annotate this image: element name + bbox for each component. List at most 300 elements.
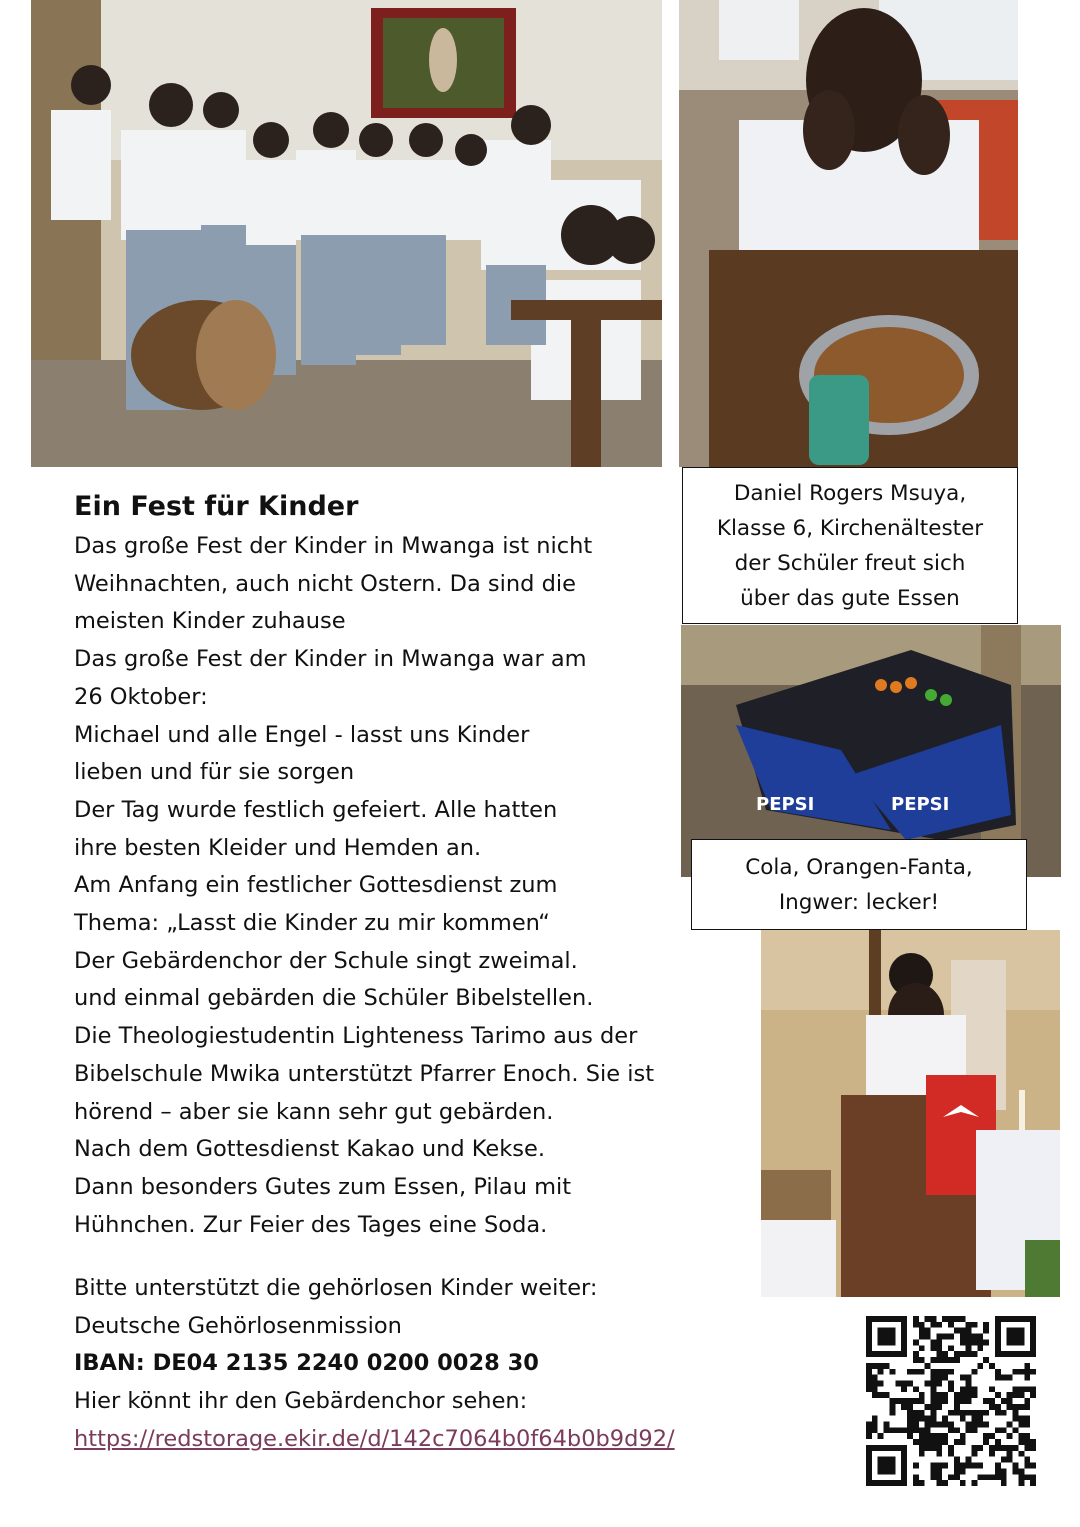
qr-module xyxy=(907,1416,913,1422)
qr-module xyxy=(1013,1328,1019,1334)
qr-module xyxy=(1018,1439,1024,1445)
qr-module xyxy=(972,1480,978,1486)
qr-module xyxy=(866,1433,872,1439)
qr-module xyxy=(966,1398,972,1404)
qr-module xyxy=(960,1339,966,1345)
qr-module xyxy=(989,1404,995,1410)
qr-module xyxy=(989,1386,995,1392)
qr-module xyxy=(972,1392,978,1398)
qr-module xyxy=(1024,1433,1030,1439)
qr-module xyxy=(948,1445,954,1451)
qr-module xyxy=(1030,1445,1036,1451)
qr-module xyxy=(930,1369,936,1375)
article-title: Ein Fest für Kinder xyxy=(74,491,359,522)
qr-module xyxy=(1018,1386,1024,1392)
article-line: Thema: „Lasst die Kinder zu mir kommen“ xyxy=(74,910,550,937)
qr-module xyxy=(1018,1474,1024,1480)
qr-module xyxy=(942,1375,948,1381)
qr-module xyxy=(936,1433,942,1439)
qr-module xyxy=(1030,1474,1036,1480)
qr-module xyxy=(1013,1410,1019,1416)
qr-module xyxy=(972,1386,978,1392)
qr-module xyxy=(954,1351,960,1357)
qr-module xyxy=(872,1380,878,1386)
qr-module xyxy=(866,1422,872,1428)
qr-module xyxy=(901,1398,907,1404)
qr-module xyxy=(889,1334,895,1340)
qr-module xyxy=(1001,1445,1007,1451)
qr-module xyxy=(872,1427,878,1433)
qr-module xyxy=(1018,1369,1024,1375)
qr-module xyxy=(866,1369,872,1375)
qr-module xyxy=(1018,1422,1024,1428)
qr-module xyxy=(907,1398,913,1404)
qr-module xyxy=(989,1474,995,1480)
qr-module xyxy=(1024,1416,1030,1422)
qr-module xyxy=(878,1433,884,1439)
qr-module xyxy=(884,1427,890,1433)
qr-module xyxy=(989,1451,995,1457)
qr-module xyxy=(872,1363,878,1369)
qr-module xyxy=(907,1369,913,1375)
qr-module xyxy=(983,1339,989,1345)
qr-module xyxy=(901,1463,907,1469)
qr-module xyxy=(936,1392,942,1398)
qr-module xyxy=(925,1445,931,1451)
qr-module xyxy=(866,1380,872,1386)
qr-module xyxy=(884,1316,890,1322)
qr-module xyxy=(977,1422,983,1428)
qr-module xyxy=(942,1357,948,1363)
qr-module xyxy=(1018,1468,1024,1474)
qr-module xyxy=(936,1398,942,1404)
qr-module xyxy=(995,1322,1001,1328)
qr-module xyxy=(1013,1404,1019,1410)
qr-module xyxy=(889,1398,895,1404)
qr-module xyxy=(866,1445,872,1451)
video-link[interactable]: https://redstorage.ekir.de/d/142c7064b0f64b0b9d92/ xyxy=(74,1425,675,1452)
qr-module xyxy=(972,1351,978,1357)
qr-module xyxy=(1018,1328,1024,1334)
qr-module xyxy=(930,1392,936,1398)
qr-module xyxy=(878,1316,884,1322)
qr-module xyxy=(884,1392,890,1398)
qr-module xyxy=(925,1363,931,1369)
qr-module xyxy=(919,1357,925,1363)
qr-module xyxy=(954,1392,960,1398)
qr-module xyxy=(919,1427,925,1433)
qr-module xyxy=(895,1445,901,1451)
qr-module xyxy=(872,1351,878,1357)
qr-module xyxy=(936,1322,942,1328)
qr-module xyxy=(1007,1334,1013,1340)
organization-name: Deutsche Gehörlosenmission xyxy=(74,1312,402,1339)
qr-module xyxy=(995,1345,1001,1351)
qr-module xyxy=(966,1463,972,1469)
qr-module xyxy=(901,1474,907,1480)
qr-module xyxy=(901,1380,907,1386)
qr-module xyxy=(913,1416,919,1422)
qr-module xyxy=(884,1339,890,1345)
qr-module xyxy=(895,1351,901,1357)
qr-module xyxy=(1007,1398,1013,1404)
qr-module xyxy=(866,1328,872,1334)
qr-module xyxy=(884,1334,890,1340)
qr-module xyxy=(948,1380,954,1386)
qr-module xyxy=(866,1463,872,1469)
qr-module xyxy=(1024,1363,1030,1369)
qr-module xyxy=(913,1474,919,1480)
qr-module xyxy=(878,1334,884,1340)
qr-module xyxy=(948,1474,954,1480)
qr-module xyxy=(872,1416,878,1422)
qr-module xyxy=(930,1386,936,1392)
qr-module xyxy=(930,1339,936,1345)
qr-module xyxy=(866,1480,872,1486)
qr-module xyxy=(872,1445,878,1451)
qr-module xyxy=(925,1416,931,1422)
qr-module xyxy=(1018,1351,1024,1357)
qr-module xyxy=(948,1451,954,1457)
photo-student-pulpit xyxy=(761,930,1060,1297)
qr-module xyxy=(983,1398,989,1404)
qr-module xyxy=(866,1427,872,1433)
pepsi-logo-text: PEPSI xyxy=(756,794,815,815)
qr-module xyxy=(925,1380,931,1386)
qr-module xyxy=(1013,1369,1019,1375)
qr-module xyxy=(989,1363,995,1369)
qr-module xyxy=(1013,1386,1019,1392)
article-line: Das große Fest der Kinder in Mwanga war am xyxy=(74,646,587,673)
qr-module xyxy=(919,1445,925,1451)
qr-module xyxy=(866,1451,872,1457)
article-line: Der Gebärdenchor der Schule singt zweimal. xyxy=(74,947,578,974)
qr-module xyxy=(954,1474,960,1480)
caption-line: Klasse 6, Kirchenältester xyxy=(716,515,984,541)
qr-module xyxy=(1013,1416,1019,1422)
article-line: Dann besonders Gutes zum Essen, Pilau mit xyxy=(74,1173,572,1200)
qr-module xyxy=(1007,1316,1013,1322)
qr-module xyxy=(913,1439,919,1445)
qr-module xyxy=(1024,1316,1030,1322)
qr-module xyxy=(936,1345,942,1351)
qr-module xyxy=(1013,1445,1019,1451)
qr-module xyxy=(972,1339,978,1345)
qr-module xyxy=(878,1468,884,1474)
qr-module xyxy=(960,1410,966,1416)
qr-module xyxy=(972,1422,978,1428)
qr-module xyxy=(966,1392,972,1398)
qr-module xyxy=(901,1322,907,1328)
qr-module xyxy=(995,1474,1001,1480)
qr-module xyxy=(1007,1445,1013,1451)
qr-module xyxy=(1001,1375,1007,1381)
qr-module xyxy=(901,1339,907,1345)
qr-module xyxy=(919,1322,925,1328)
qr-module xyxy=(942,1351,948,1357)
qr-module xyxy=(995,1375,1001,1381)
qr-module xyxy=(1007,1433,1013,1439)
qr-module xyxy=(930,1357,936,1363)
qr-module xyxy=(872,1316,878,1322)
qr-module xyxy=(913,1357,919,1363)
qr-module xyxy=(901,1445,907,1451)
article-line: hörend – aber sie kann sehr gut gebärden. xyxy=(74,1098,554,1125)
qr-module xyxy=(966,1410,972,1416)
qr-module xyxy=(954,1357,960,1363)
qr-module xyxy=(919,1480,925,1486)
qr-module xyxy=(1018,1480,1024,1486)
qr-module xyxy=(995,1328,1001,1334)
qr-module xyxy=(866,1322,872,1328)
qr-module xyxy=(948,1345,954,1351)
qr-module xyxy=(889,1404,895,1410)
qr-module xyxy=(895,1480,901,1486)
qr-module xyxy=(977,1416,983,1422)
qr-module xyxy=(1007,1328,1013,1334)
qr-module xyxy=(901,1468,907,1474)
qr-module xyxy=(936,1439,942,1445)
qr-module xyxy=(930,1404,936,1410)
qr-module xyxy=(1013,1316,1019,1322)
qr-module xyxy=(872,1375,878,1381)
qr-module xyxy=(942,1316,948,1322)
qr-module xyxy=(1001,1474,1007,1480)
qr-module xyxy=(878,1380,884,1386)
qr-module xyxy=(966,1334,972,1340)
qr-module xyxy=(919,1439,925,1445)
qr-module xyxy=(866,1457,872,1463)
qr-module xyxy=(925,1422,931,1428)
qr-module xyxy=(913,1339,919,1345)
qr-module xyxy=(960,1316,966,1322)
qr-module xyxy=(977,1410,983,1416)
qr-module xyxy=(942,1463,948,1469)
qr-module xyxy=(1007,1404,1013,1410)
qr-module xyxy=(989,1445,995,1451)
qr-module xyxy=(966,1345,972,1351)
qr-module xyxy=(966,1339,972,1345)
qr-module xyxy=(977,1463,983,1469)
qr-module xyxy=(972,1427,978,1433)
qr-module xyxy=(936,1380,942,1386)
qr-module xyxy=(954,1463,960,1469)
qr-module xyxy=(889,1445,895,1451)
qr-module xyxy=(948,1386,954,1392)
qr-module xyxy=(972,1463,978,1469)
qr-module xyxy=(889,1410,895,1416)
qr-module xyxy=(1030,1369,1036,1375)
qr-module xyxy=(913,1422,919,1428)
qr-module xyxy=(960,1386,966,1392)
qr-module xyxy=(966,1322,972,1328)
qr-module xyxy=(930,1416,936,1422)
qr-module xyxy=(995,1468,1001,1474)
qr-module xyxy=(1001,1351,1007,1357)
qr-module xyxy=(878,1328,884,1334)
qr-module xyxy=(866,1468,872,1474)
qr-module xyxy=(972,1334,978,1340)
article-line: Das große Fest der Kinder in Mwanga ist nicht xyxy=(74,533,593,559)
qr-module xyxy=(1007,1422,1013,1428)
qr-module xyxy=(878,1463,884,1469)
qr-module xyxy=(1024,1422,1030,1428)
caption-line: der Schüler freut sich xyxy=(734,550,966,576)
qr-module xyxy=(925,1328,931,1334)
article-line: 26 Oktober: xyxy=(74,683,208,710)
qr-module xyxy=(995,1334,1001,1340)
qr-module xyxy=(1018,1416,1024,1422)
qr-module xyxy=(913,1386,919,1392)
qr-module xyxy=(919,1398,925,1404)
qr-module xyxy=(913,1351,919,1357)
qr-module xyxy=(889,1427,895,1433)
support-appeal: Bitte unterstützt die gehörlosen Kinder weiter: xyxy=(74,1275,598,1301)
qr-module xyxy=(1001,1480,1007,1486)
qr-module xyxy=(930,1410,936,1416)
qr-module xyxy=(889,1328,895,1334)
qr-module xyxy=(972,1369,978,1375)
qr-module xyxy=(925,1404,931,1410)
qr-module xyxy=(1030,1328,1036,1334)
qr-module xyxy=(1013,1463,1019,1469)
qr-module xyxy=(936,1463,942,1469)
qr-module xyxy=(1024,1398,1030,1404)
article-line: Weihnachten, auch nicht Ostern. Da sind die xyxy=(74,570,576,597)
qr-module xyxy=(878,1339,884,1345)
qr-module xyxy=(972,1416,978,1422)
qr-module xyxy=(936,1422,942,1428)
qr-code[interactable] xyxy=(866,1316,1036,1486)
qr-module xyxy=(960,1468,966,1474)
qr-module xyxy=(866,1334,872,1340)
qr-module xyxy=(936,1404,942,1410)
qr-module xyxy=(966,1375,972,1381)
qr-module xyxy=(942,1433,948,1439)
qr-module xyxy=(995,1427,1001,1433)
qr-module xyxy=(1013,1392,1019,1398)
qr-module xyxy=(919,1392,925,1398)
qr-module xyxy=(995,1410,1001,1416)
qr-module xyxy=(872,1422,878,1428)
qr-module xyxy=(1001,1468,1007,1474)
qr-module xyxy=(930,1398,936,1404)
qr-module xyxy=(954,1427,960,1433)
qr-module xyxy=(878,1363,884,1369)
qr-module xyxy=(948,1322,954,1328)
iban: IBAN: DE04 2135 2240 0200 0028 30 xyxy=(74,1350,539,1377)
qr-module xyxy=(930,1316,936,1322)
qr-module xyxy=(936,1339,942,1345)
qr-module xyxy=(1001,1457,1007,1463)
qr-module xyxy=(878,1392,884,1398)
qr-module xyxy=(1018,1339,1024,1345)
qr-module xyxy=(1018,1392,1024,1398)
qr-module xyxy=(872,1480,878,1486)
qr-module xyxy=(936,1334,942,1340)
qr-module xyxy=(1001,1316,1007,1322)
qr-module xyxy=(930,1474,936,1480)
qr-module xyxy=(866,1316,872,1322)
qr-module xyxy=(1030,1386,1036,1392)
qr-module xyxy=(913,1427,919,1433)
qr-module xyxy=(866,1363,872,1369)
qr-module xyxy=(1030,1463,1036,1469)
qr-module xyxy=(884,1463,890,1469)
qr-module xyxy=(1024,1445,1030,1451)
qr-module xyxy=(884,1445,890,1451)
qr-module xyxy=(907,1427,913,1433)
qr-module xyxy=(1013,1427,1019,1433)
qr-module xyxy=(983,1322,989,1328)
qr-module xyxy=(977,1345,983,1351)
qr-module xyxy=(948,1357,954,1363)
qr-module xyxy=(884,1363,890,1369)
qr-module xyxy=(878,1480,884,1486)
qr-module xyxy=(1024,1404,1030,1410)
qr-module xyxy=(884,1457,890,1463)
qr-module xyxy=(1018,1451,1024,1457)
qr-module xyxy=(966,1386,972,1392)
qr-module xyxy=(948,1316,954,1322)
article xyxy=(74,486,754,1244)
qr-module xyxy=(895,1316,901,1322)
qr-module xyxy=(919,1410,925,1416)
qr-module xyxy=(977,1363,983,1369)
qr-code-graphic xyxy=(866,1316,1036,1486)
qr-module xyxy=(930,1375,936,1381)
qr-module xyxy=(942,1398,948,1404)
qr-module xyxy=(925,1334,931,1340)
qr-module xyxy=(913,1316,919,1322)
qr-module xyxy=(1007,1375,1013,1381)
qr-module xyxy=(960,1480,966,1486)
qr-module xyxy=(942,1422,948,1428)
qr-module xyxy=(901,1351,907,1357)
qr-module xyxy=(1007,1392,1013,1398)
qr-module xyxy=(901,1316,907,1322)
qr-module xyxy=(1030,1480,1036,1486)
qr-module xyxy=(936,1451,942,1457)
qr-module xyxy=(866,1339,872,1345)
qr-module xyxy=(901,1328,907,1334)
qr-module xyxy=(913,1410,919,1416)
qr-module xyxy=(936,1375,942,1381)
qr-module xyxy=(995,1339,1001,1345)
article-line: Michael und alle Engel - lasst uns Kinder xyxy=(74,721,530,748)
qr-module xyxy=(1024,1375,1030,1381)
qr-module xyxy=(889,1457,895,1463)
qr-module xyxy=(919,1369,925,1375)
qr-module xyxy=(972,1322,978,1328)
qr-module xyxy=(936,1357,942,1363)
article-line: Am Anfang ein festlicher Gottesdienst zum xyxy=(74,872,558,899)
qr-module xyxy=(925,1433,931,1439)
qr-module xyxy=(966,1380,972,1386)
qr-module xyxy=(989,1433,995,1439)
qr-module xyxy=(866,1474,872,1480)
qr-module xyxy=(919,1345,925,1351)
qr-module xyxy=(942,1334,948,1340)
qr-module xyxy=(1013,1334,1019,1340)
qr-module xyxy=(966,1328,972,1334)
qr-module xyxy=(942,1392,948,1398)
qr-module xyxy=(901,1451,907,1457)
article-line: Die Theologiestudentin Lighteness Tarimo aus der xyxy=(74,1023,638,1050)
qr-module xyxy=(983,1410,989,1416)
qr-module xyxy=(960,1439,966,1445)
qr-module xyxy=(878,1369,884,1375)
